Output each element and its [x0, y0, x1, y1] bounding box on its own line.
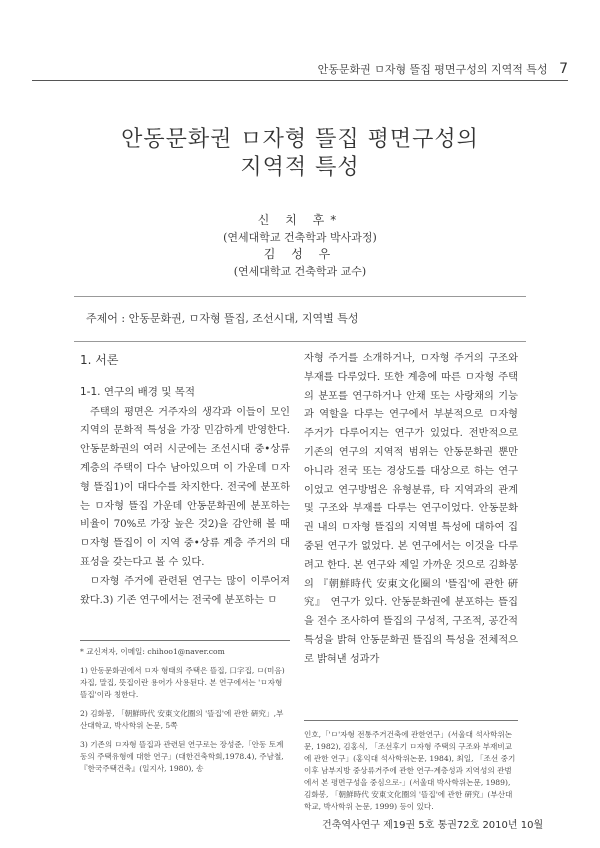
footnote-3: 3) 기존의 ㅁ자형 뜰집과 관련된 연구로는 장성준,「안동 토계동의 주택유형에 대한 연구」(대한건축학회,1978.4), 주남철, 『한국주택건축』(일지사, 1980), 송	[80, 740, 284, 773]
author-1-name: 신 치 후*	[257, 213, 343, 227]
running-title: 안동문화권 ㅁ자형 뜰집 평면구성의 지역적 특성	[317, 63, 548, 76]
journal-footer: 건축역사연구 제19권 5호 통권72호 2010년 10월	[322, 820, 544, 831]
running-header	[32, 58, 568, 81]
body-paragraph-2: ㅁ자형 주거에 관련된 연구는 많이 이루어져왔다.3) 기존 연구에서는 전국에 분포하는 ㅁ	[80, 575, 290, 606]
keywords: 주제어 : 안동문화권, ㅁ자형 뜰집, 조선시대, 지역별 특성	[74, 296, 526, 342]
footnote-divider	[80, 640, 290, 641]
footnote-1: 1) 안동문화권에서 ㅁ자 형태의 주택은 뜰집, 口字집, ㅁ(미음)자집, 말집, 뜻집이란 용어가 사용된다. 본 연구에서는 'ㅁ자형 뜰집'이라 칭한다.	[80, 666, 285, 699]
body-paragraph-1: 주택의 평면은 거주자의 생각과 이들이 모인 지역의 문화적 특성을 가장 민감하게 반영한다. 안동문화권의 여러 시군에는 조선시대 중•상류 계층의 주택이 다수 남아있으며 이 가운데 ㅁ자형 뜰집1)이 대다수를 차지한다. 전국에 분포하는 ㅁ자형 뜰집 가운데 안동문화권에 분포하는 비율이 70%로 가장 높은 것2)을 감안해 볼 때 ㅁ자형 뜰집이 이 지역 중•상류 계층 주거의 대표성을 갖는다고 볼 수 있다.	[80, 406, 290, 568]
footnote-2: 2) 김화봉, 「朝鮮時代 安東文化圈의 '뜰집'에 관한 硏究」,부산대학교, 박사학위 논문, 5쪽	[80, 709, 284, 730]
footnote-continued: 인호,「'ㅁ'자형 전통주거건축에 관한연구」(서울대 석사학위논문, 1982), 김홍식, 「조선후기 ㅁ자형 주택의 구조와 부재비교에 관한 연구」(홍익대 석사학위논문, 1984), 최일, 「조선 중기이후 남부지방 중상류거주에 관한 연구-계층성과 지역성의 관범에서 본 평면구성을 중심으로-」(서울대 박사학위논문, 1989), 김화봉, 「朝鮮時代 安東文化圈의 '뜰집'에 관한 硏究」(부산대학교, 박사학위 논문, 1999) 등이 있다.	[304, 720, 518, 813]
body-paragraph-3: 자형 주거를 소개하거나, ㅁ자형 주거의 구조와 부재를 다루었다. 또한 계층에 따른 ㅁ자형 주택의 분포를 연구하거나 안채 또는 사랑채의 기능과 역할을 다루는 연구에서 부분적으로 ㅁ자형 주거가 다루어지는 연구가 있었다. 전반적으로 기존의 연구의 지역적 범위는 안동문화권 뿐만 아니라 전국 또는 경상도를 대상으로 하는 연구이었고 연구방법은 유형분류, 타 지역과의 관계 및 구조와 부재를 다루는 연구이었다. 안동문화권 내의 ㅁ자형 뜰집의 지역별 특성에 대하여 집중된 연구가 없었다. 본 연구에서는 이것을 다루려고 한다. 본 연구와 제일 가까운 것으로 김화봉의 『朝鮮時代 安東文化圈의 '뜰집'에 관한 硏究』 연구가 있다. 안동문화권에 분포하는 뜰집을 전수 조사하여 뜰집의 구성적, 구조적, 공간적 특성을 밝혀 안동문화권 뜰집의 특성을 전체적으로 밝혀낸 성과가	[304, 353, 518, 665]
right-column	[304, 350, 518, 670]
section-heading: 1. 서론	[80, 353, 119, 367]
author-1-affiliation: (연세대학교 건축학과 박사과정)	[223, 231, 377, 244]
footnotes	[80, 646, 290, 782]
author-block	[0, 212, 600, 280]
page-number: 7	[559, 61, 568, 77]
paper-title	[0, 126, 600, 182]
author-2-name: 김 성 우	[263, 247, 337, 261]
subsection-heading: 1-1. 연구의 배경 및 목적	[80, 385, 195, 398]
left-column	[80, 348, 290, 610]
corresponding-author-note: * 교신저자, 이메일: chihoo1@naver.com	[80, 647, 225, 656]
author-2-affiliation: (연세대학교 건축학과 교수)	[233, 265, 367, 278]
title-line-2: 지역적 특성	[240, 155, 360, 180]
title-line-1: 안동문화권 ㅁ자형 뜰집 평면구성의	[121, 127, 479, 152]
